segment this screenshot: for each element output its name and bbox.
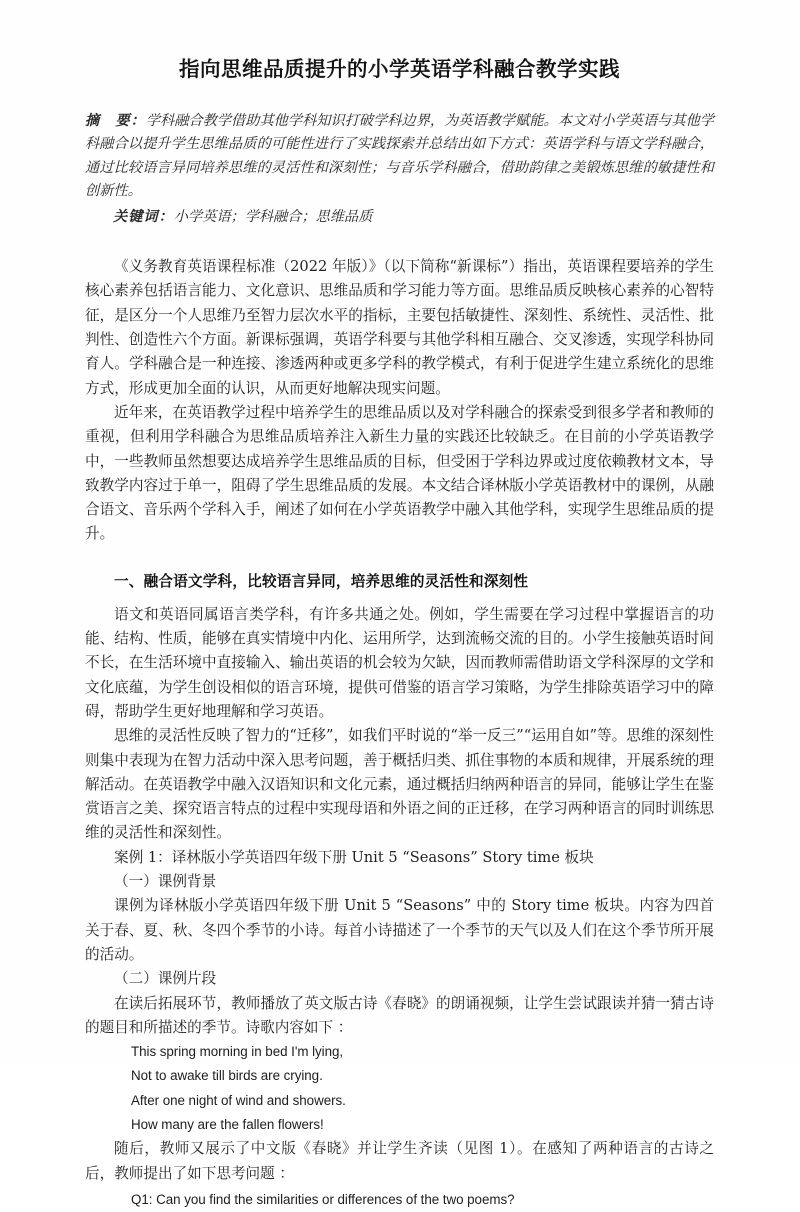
subsection-one-text: 课例为译林版小学英语四年级下册 Unit 5 “Seasons” 中的 Story time 板块。内容为四首关于春、夏、秋、冬四个季节的小诗。每首小诗描述了一个季节的天气以及人们在这个季节所开展的活动。	[85, 897, 714, 963]
poem-line: How many are the fallen flowers!	[131, 1116, 324, 1132]
poem-line: This spring morning in bed I'm lying,	[131, 1044, 344, 1060]
intro-paragraph-1: 《义务教育英语课程标准（2022 年版）》（以下简称“新课标”）指出，英语课程要培养的学生核心素养包括语言能力、文化意识、思维品质和学习能力等方面。思维品质反映核心素养的心智特征，是区分一个人思维乃至智力层次水平的指标，主要包括敏捷性、深刻性、系统性、灵活性、批判性、创造性六个方面。新课标强调，英语学科要与其他学科相互融合、交叉渗透，实现学科协同育人。学科融合是一种连接、渗透两种或更多学科的教学模式，有利于促进学生建立系统化的思维方式，形成更加全面的认识，从而更好地解决现实问题。	[85, 258, 714, 397]
section-one-paragraph-1: 语文和英语同属语言类学科，有许多共通之处。例如，学生需要在学习过程中掌握语言的功能、结构、性质，能够在真实情境中内化、运用所学，达到流畅交流的目的。小学生接触英语时间不长，在生活环境中直接输入、输出英语的机会较为欠缺，因而教师需借助语文学科深厚的文学和文化底蕴，为学生创设相似的语言环境，提供可借鉴的语言学习策略，为学生排除英语学习中的障碍，帮助学生更好地理解和学习英语。	[85, 605, 714, 720]
poem-line: Not to awake till birds are crying.	[131, 1068, 323, 1084]
poem-line: After one night of wind and showers.	[131, 1092, 346, 1108]
poem-block	[85, 1040, 714, 1137]
case-title: 案例 1：译林版小学英语四年级下册 Unit 5 “Seasons” Story time 板块	[114, 848, 594, 866]
after-poem-text: 随后，教师又展示了中文版《春晓》并让学生齐读（见图 1）。在感知了两种语言的古诗之后，教师提出了如下思考问题 ：	[85, 1140, 714, 1182]
subsection-two-text: 在读后拓展环节，教师播放了英文版古诗《春晓》的朗诵视频，让学生尝试跟读并猜一猜古诗的题目和所描述的季节。诗歌内容如下 ：	[85, 994, 714, 1036]
question-line-q1: Q1: Can you find the similarities or differences of the two poems?	[131, 1191, 515, 1207]
keywords-label: 关键词：	[113, 208, 174, 225]
document-content-column	[85, 0, 714, 1212]
abstract-section	[85, 110, 714, 230]
page-title: 指向思维品质提升的小学英语学科融合教学实践	[179, 57, 620, 81]
subsection-two-heading: （二）课例片段	[114, 970, 217, 988]
subsection-one-heading: （一）课例背景	[114, 873, 217, 891]
abstract-label: 摘 要：	[85, 112, 146, 129]
section-heading-one: 一、融合语文学科，比较语言异同，培养思维的灵活性和深刻性	[114, 573, 529, 590]
section-one-paragraph-2: 思维的灵活性反映了智力的“迁移”，如我们平时说的“举一反三”“运用自如”等。思维的深刻性则集中表现为在智力活动中深入思考问题，善于概括归类、抓住事物的本质和规律，开展系统的理解活动。在英语教学中融入汉语知识和文化元素，通过概括归纳两种语言的异同，能够让学生在鉴赏语言之美、探究语言特点的过程中实现母语和外语之间的正迁移，在学习两种语言的同时训练思维的灵活性和深刻性。	[85, 727, 714, 842]
abstract-text: 学科融合教学借助其他学科知识打破学科边界，为英语教学赋能。本文对小学英语与其他学科融合以提升学生思维品质的可能性进行了实践探索并总结出如下方式：英语学科与语文学科融合，通过比较语言异同培养思维的灵活性和深刻性；与音乐学科融合，借助韵律之美锻炼思维的敏捷性和创新性。	[85, 112, 714, 200]
keywords-paragraph	[85, 206, 714, 230]
intro-paragraph-2: 近年来，在英语教学过程中培养学生的思维品质以及对学科融合的探索受到很多学者和教师的重视，但利用学科融合为思维品质培养注入新生力量的实践还比较缺乏。在目前的小学英语教学中，一些教师虽然想要达成培养学生思维品质的目标，但受困于学科边界或过度依赖教材文本，导致教学内容过于单一，阻碍了学生思维品质的发展。本文结合译林版小学英语教材中的课例，从融合语文、音乐两个学科入手，阐述了如何在小学英语教学中融入其他学科，实现学生思维品质的提升。	[85, 403, 714, 543]
keywords-text: 小学英语；学科融合；思维品质	[173, 208, 373, 225]
abstract-paragraph	[85, 110, 714, 204]
